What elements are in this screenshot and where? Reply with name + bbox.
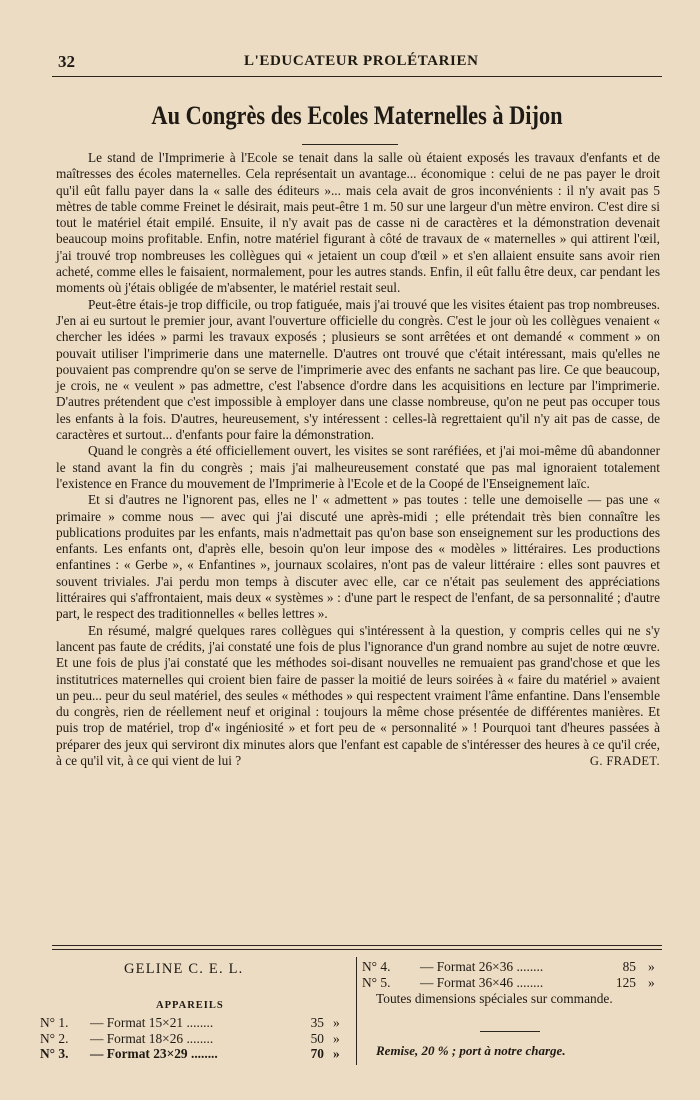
custom-sizes-note: Toutes dimensions spéciales sur commande. <box>376 991 613 1006</box>
format-currency: » <box>333 1015 340 1030</box>
format-number: N° 5. <box>362 975 391 990</box>
format-description: — Format 36×46 ........ <box>420 975 544 990</box>
author-signature: G. FRADET. <box>589 754 660 769</box>
format-currency: » <box>648 959 655 974</box>
format-row <box>40 1015 350 1032</box>
format-price: 85 <box>622 959 636 974</box>
paragraph-4: Et si d'autres ne l'ignorent pas, elles ne l' « admettent » pas toutes : telle une demoiselle — pas une « primaire » comme nous — avec qui j'ai discuté une après-midi ; elle prétendait très bien connaître les publications produites par les enfants, mais n'admettait pas qu'on base son enseignement sur les productions des enfants. Les enfants ont, d'après elle, besoin qu'on leur impose des « modèles » littéraires. Les productions enfantines : « Gerbe », « Enfantines », journaux scolaires, n'ont pas de valeur littéraire : elles sont pauvres et souvent triviales. J'ai perdu mon temps à discuter avec elle, car ce n'était pas seulement des appréciations littéraires qui s'affrontaient, mais deux « systèmes » : d'une part le respect de l'enfant, de sa personnalité ; d'autre part, le respect des traditionnelles « belles lettres ». <box>56 492 660 622</box>
ad-brand-name: GELINE C. E. L. <box>124 961 244 977</box>
paragraph-2: Peut-être étais-je trop difficile, ou trop fatiguée, mais j'ai trouvé que les visites étaient pas trop nombreuses. J'en ai eu surtout le premier jour, avant l'ouverture officielle du congrès. C'est le jour où les collègues venaient « chercher les idées » parmi les travaux exposés ; plusieurs se sont arrêtées et ont demandé « comment » on pouvait utiliser l'imprimerie dans une maternelle. D'autres ont trouvé que c'était intéressant, mais qu'elles ne pouvaient pas comprendre qu'on se serve de l'imprimerie avec des enfants ne sachant pas lire. Ce que beaucoup, je crois, ne « veulent » pas admettre, c'est l'absence d'ordre dans les acquisitions en lecture par l'imprimerie. D'autres prétendent que c'est impossible à employer dans une classe nombreuse, qu'on ne peut pas occuper tous les enfants à la fois. D'autres, heureusement, s'y intéressent : celles-là regrettaient qu'il n'y ait pas de casse, de caractères et surtout... d'enfants pour faire la démonstration. <box>56 296 660 443</box>
title-divider <box>302 144 398 145</box>
format-currency: » <box>333 1031 340 1046</box>
format-number: N° 4. <box>362 959 391 974</box>
format-price: 125 <box>615 975 636 990</box>
format-number: N° 1. <box>40 1015 69 1030</box>
paragraph-1: Le stand de l'Imprimerie à l'Ecole se tenait dans la salle où étaient exposés les travaux d'enfants et de maîtresses des écoles maternelles. Cela représentait un avantage... économique : celui de ne pas payer le droit qu'il eût fallu payer dans la « salle des éditeurs »... mais cela avait de gros inconvénients : il n'y avait pas 5 mètres de table comme Freinet le désirait, mais peut-être 1 m. 50 sur une largeur d'un mètre environ. C'est dire si tout le matériel était empilé. Ensuite, il n'y avait pas de casse ni de caractères et la démonstration devenait beaucoup moins profitable. Enfin, notre matériel figurant à côté de travaux de « maternelles » qui attirent l'œil, j'ai trouvé trop nombreuses les collègues qui « jetaient un coup d'œil » et s'en allaient ensuite sans avoir rien acheté, comme elles le faisaient, normalement, pour les autres stands. Enfin, il eût fallu être deux, car pendant les moments où j'étais obligée de m'absenter, le matériel restait seul. <box>56 150 660 296</box>
page-number: 32 <box>58 52 75 71</box>
section-divider <box>52 945 662 946</box>
article-title: Au Congrès des Ecoles Maternelles à Dijon <box>151 101 563 130</box>
short-divider <box>480 1031 540 1032</box>
journal-title: L'EDUCATEUR PROLÉTARIEN <box>244 53 479 69</box>
format-description: — Format 18×26 ........ <box>90 1031 214 1046</box>
format-number: N° 2. <box>40 1031 69 1046</box>
ad-subtitle: APPAREILS <box>156 1000 224 1011</box>
ad-column-separator <box>356 957 357 1065</box>
format-row <box>362 959 662 976</box>
discount-note: Remise, 20 % ; port à notre charge. <box>376 1043 566 1058</box>
format-price: 50 <box>310 1031 324 1046</box>
section-divider-second <box>52 949 662 950</box>
format-description: — Format 15×21 ........ <box>90 1015 214 1030</box>
paragraph-3: Quand le congrès a été officiellement ouvert, les visites se sont raréfiées, et j'ai moi-même dû abandonner le stand avant la fin du congrès ; mais j'ai malheureusement constaté que pas mal ignoraient totalement l'existence en France du mouvement de l'Imprimerie à l'Ecole et de la Coopé de l'Enseignement laïc. <box>56 443 660 491</box>
format-currency: » <box>333 1046 340 1061</box>
paragraph-5: En résumé, malgré quelques rares collègues qui s'intéressent à la question, y compris celles qui ne s'y lancent pas faute de crédits, j'ai constaté une fois de plus l'ignorance d'un grand nombre au sujet de notre œuvre. Et une fois de plus j'ai constaté que les méthodes soi-disant nouvelles ne remuaient pas grand'chose et que les institutrices maternelles qui croient bien faire de passer la moitié de leurs soirées à « faire du matériel » avaient un peu... peur du seul matériel, des seules « méthodes » qui respectent vraiment l'âme enfantine. Dans l'ensemble du congrès, rien de réellement neuf et original : toujours la même chose présentée de différentes manières. Et puis trop de matériel, trop d'« ingéniosité » et fort peu de « personnalité » ! Pourquoi tant d'heures passées à préparer des jeux qui serviront dix minutes alors que l'enfant est capable de s'intéresser des heures à ce qu'il crée, à ce qu'il vit, à ce qui vient de lui ? <box>56 622 660 768</box>
format-number: N° 3. <box>40 1046 69 1061</box>
format-currency: » <box>648 975 655 990</box>
format-price: 70 <box>310 1046 324 1061</box>
article-body <box>56 150 660 770</box>
format-description: — Format 23×29 ........ <box>90 1046 218 1061</box>
running-header <box>52 50 662 77</box>
format-description: — Format 26×36 ........ <box>420 959 544 974</box>
format-price: 35 <box>310 1015 324 1030</box>
format-row <box>40 1046 350 1063</box>
